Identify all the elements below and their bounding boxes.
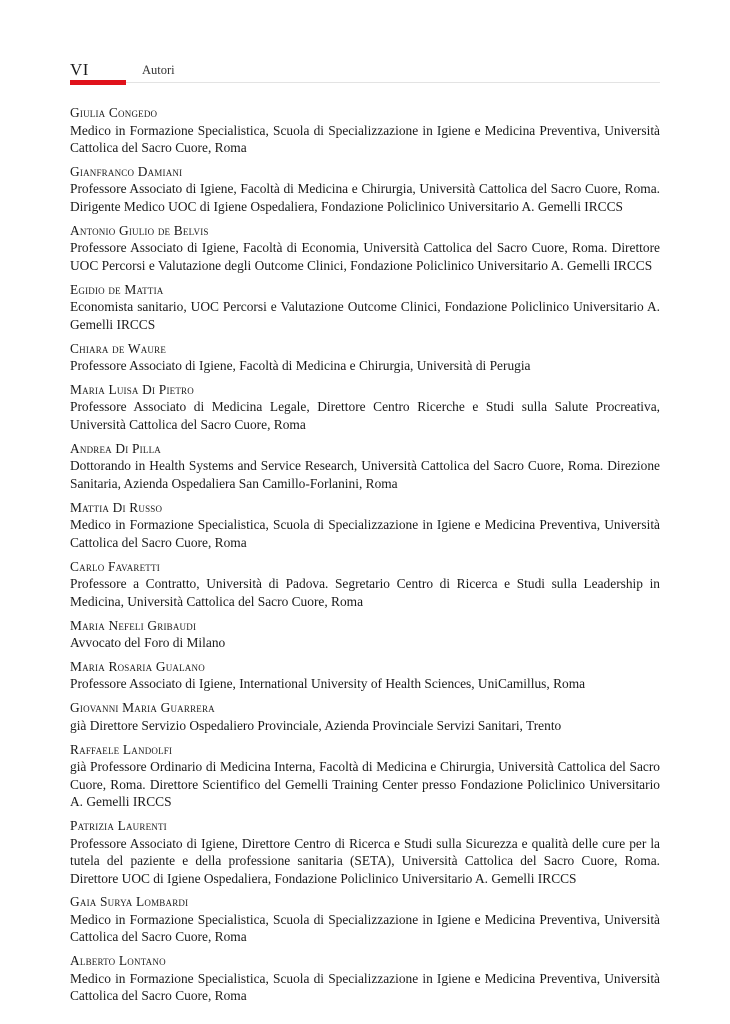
author-affiliation: Medico in Formazione Specialistica, Scuola di Specializzazione in Igiene e Medicina Preventiva, Università Cattolica del Sacro Cuore, Roma [70, 911, 660, 945]
author-list [70, 104, 660, 1011]
author-name: Maria Rosaria Gualano [70, 658, 205, 674]
author-name: Carlo Favaretti [70, 558, 160, 574]
author-name: Maria Nefeli Gribaudi [70, 617, 197, 633]
author-affiliation: Medico in Formazione Specialistica, Scuola di Specializzazione in Igiene e Medicina Preventiva, Università Cattolica del Sacro Cuore, Roma [70, 517, 660, 550]
author-affiliation: Professore Associato di Medicina Legale, Direttore Centro Ricerche e Studi sulla Salute Procreativa, Università Cattolica del Sacro Cuore, Roma [70, 399, 660, 432]
author-affiliation: Medico in Formazione Specialistica, Scuola di Specializzazione in Igiene e Medicina Preventiva, Università Cattolica del Sacro Cuore, Roma [70, 122, 660, 155]
author-entry [70, 499, 660, 552]
author-name: Gaia Surya Lombardi [70, 894, 189, 910]
author-name: Giulia Congedo [70, 105, 158, 120]
author-name: Andrea Di Pilla [70, 440, 161, 456]
author-affiliation: Medico in Formazione Specialistica, Scuola di Specializzazione in Igiene e Medicina Preventiva, Università Cattolica del Sacro Cuore, Roma [70, 970, 660, 1004]
author-entry [70, 104, 660, 157]
author-entry [70, 617, 660, 652]
author-name: Alberto Lontano [70, 953, 166, 969]
author-entry [70, 558, 660, 611]
author-name: Antonio Giulio de Belvis [70, 222, 209, 238]
page-header [70, 60, 660, 86]
author-affiliation: Professore Associato di Igiene, Facoltà di Medicina e Chirurgia, Università di Perugia [70, 358, 531, 374]
author-entry [70, 381, 660, 434]
running-header-title: Autori [142, 63, 175, 77]
author-name: Mattia Di Russo [70, 499, 163, 515]
author-affiliation: Dottorando in Health Systems and Service Research, Università Cattolica del Sacro Cuore, Roma. Direzione Sanitaria, Azienda Ospedaliera San Camillo-Forlanini, Roma [70, 458, 660, 491]
page-number: VI [70, 60, 89, 79]
author-entry [70, 699, 660, 734]
author-affiliation: Professore Associato di Igiene, Direttore Centro di Ricerca e Studi sulla Sicurezza e qualità delle cure per la tutela del paziente e della professione sanitaria (SETA), Università Cattolica del Sacro Cuore, Roma. Direttore UOC di Igiene Ospedaliera, Fondazione Policlinico Universitario A. Gemelli IRCCS [70, 835, 660, 886]
author-entry [70, 281, 660, 334]
author-entry [70, 817, 660, 887]
author-entry [70, 440, 660, 493]
author-affiliation: Avvocato del Foro di Milano [70, 635, 226, 651]
author-name: Chiara de Waure [70, 340, 167, 356]
author-affiliation: Professore Associato di Igiene, International University of Health Sciences, UniCamillus, Roma [70, 676, 586, 692]
author-entry [70, 340, 660, 375]
author-name: Gianfranco Damiani [70, 163, 183, 179]
author-affiliation: Professore Associato di Igiene, Facoltà di Medicina e Chirurgia, Università Cattolica del Sacro Cuore, Roma. Dirigente Medico UOC di Igiene Ospedaliera, Fondazione Policlinico Universitario A. Gemelli IRCCS [70, 181, 660, 214]
author-name: Patrizia Laurenti [70, 818, 167, 834]
author-entry [70, 952, 660, 1005]
author-name: Raffaele Landolfi [70, 741, 173, 757]
author-name: Giovanni Maria Guarrera [70, 700, 215, 716]
author-entry [70, 222, 660, 275]
header-divider [70, 82, 660, 83]
author-affiliation: Economista sanitario, UOC Percorsi e Valutazione Outcome Clinici, Fondazione Policlinico Universitario A. Gemelli IRCCS [70, 299, 660, 332]
author-affiliation: Professore Associato di Igiene, Facoltà di Economia, Università Cattolica del Sacro Cuore, Roma. Direttore UOC Percorsi e Valutazione degli Outcome Clinici, Fondazione Policlinico Universitario A. Gemelli IRCCS [70, 240, 660, 273]
author-entry [70, 741, 660, 811]
author-entry [70, 658, 660, 693]
header-accent-bar [70, 80, 126, 85]
author-entry [70, 163, 660, 216]
author-affiliation: già Direttore Servizio Ospedaliero Provinciale, Azienda Provinciale Servizi Sanitari, Trento [70, 717, 562, 733]
author-affiliation: già Professore Ordinario di Medicina Interna, Facoltà di Medicina e Chirurgia, Università Cattolica del Sacro Cuore, Roma. Direttore Scientifico del Gemelli Training Center presso Fondazione Policlinico Universitario A. Gemelli IRCCS [70, 759, 660, 810]
author-name: Maria Luisa Di Pietro [70, 381, 194, 397]
author-affiliation: Professore a Contratto, Università di Padova. Segretario Centro di Ricerca e Studi sulla Leadership in Medicina, Università Cattolica del Sacro Cuore, Roma [70, 576, 660, 609]
author-entry [70, 893, 660, 946]
author-name: Egidio de Mattia [70, 281, 164, 297]
